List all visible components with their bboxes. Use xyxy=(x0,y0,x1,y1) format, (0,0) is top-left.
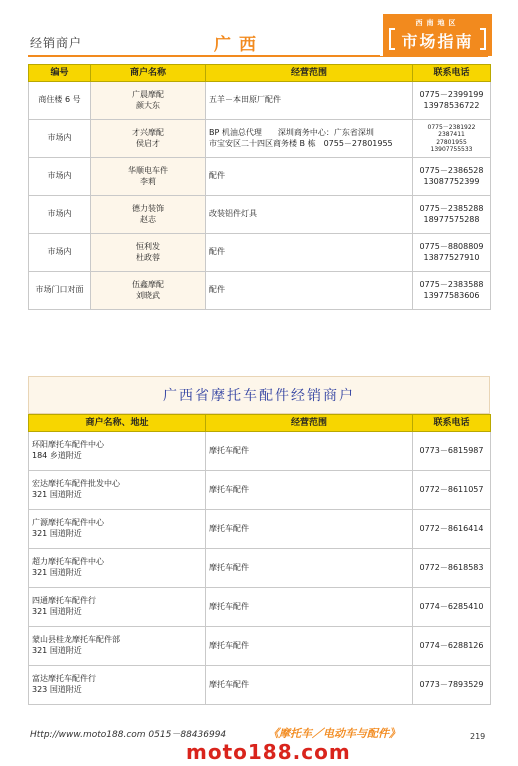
cell-phone xyxy=(413,272,491,310)
badge-subtitle: 西南地区 xyxy=(415,19,460,27)
table-row xyxy=(29,234,491,272)
cell-scope: 摩托车配件 xyxy=(206,666,413,705)
scope-line: BP 机油总代理 深圳商务中心：广东省深圳 xyxy=(209,127,374,137)
scope-line: 配件 xyxy=(209,285,225,295)
name-line: 德力装饰 xyxy=(132,203,164,213)
name-line: 恒利发 xyxy=(136,241,160,251)
table-row xyxy=(29,549,491,588)
dealer-address: 323 国道附近 xyxy=(32,685,82,694)
cell-name xyxy=(91,120,206,158)
phone-line: 13977583606 xyxy=(423,290,480,300)
header-name-address: 商户名称、地址 xyxy=(29,415,206,432)
phone-line: 27801955 xyxy=(436,138,467,146)
cell-name xyxy=(91,82,206,120)
cell-id: 市场内 xyxy=(29,196,91,234)
cell-id: 市场门口对面 xyxy=(29,272,91,310)
dealer-address: 321 国道附近 xyxy=(32,490,82,499)
table-row xyxy=(29,627,491,666)
dealer-address: 321 国道附近 xyxy=(32,568,82,577)
cell-scope: 摩托车配件 xyxy=(206,627,413,666)
name-line: 广晨摩配 xyxy=(132,89,164,99)
cell-scope xyxy=(206,158,413,196)
name-line: 杜政蓉 xyxy=(136,252,160,262)
cell-scope: 摩托车配件 xyxy=(206,549,413,588)
cell-name-address xyxy=(29,549,206,588)
parts-dealer-table xyxy=(28,414,491,705)
cell-phone: 0772－8616414 xyxy=(413,510,491,549)
cell-phone xyxy=(413,196,491,234)
region-title: 广西 xyxy=(214,35,264,55)
phone-line: 0775－2383588 xyxy=(419,279,484,289)
name-line: 华顺电车件 xyxy=(128,165,168,175)
table-header-row xyxy=(29,415,491,432)
cell-phone xyxy=(413,82,491,120)
table-row xyxy=(29,158,491,196)
footer-url: Http://www.moto188.com 0515－88436994 xyxy=(30,730,227,740)
dealer-address: 321 国道附近 xyxy=(32,646,82,655)
cell-name xyxy=(91,158,206,196)
magazine-title: 《摩托车／电动车与配件》 xyxy=(268,727,400,740)
cell-name-address xyxy=(29,432,206,471)
name-line: 侯启才 xyxy=(136,138,160,148)
scope-line: 改装铝件灯具 xyxy=(209,209,257,219)
cell-phone xyxy=(413,158,491,196)
market-guide-badge xyxy=(380,14,492,56)
page-header xyxy=(0,0,518,56)
dealer-name: 蒙山县桂龙摩托车配件部 xyxy=(32,635,120,645)
section-label: 经销商户 xyxy=(30,36,83,50)
cell-id: 市场内 xyxy=(29,158,91,196)
phone-line: 13877527910 xyxy=(423,252,480,262)
dealer-address: 184 乡道附近 xyxy=(32,451,82,460)
phone-line: 0775－2385288 xyxy=(419,203,484,213)
phone-line: 13087752399 xyxy=(423,176,480,186)
cell-phone: 0774－6288126 xyxy=(413,627,491,666)
cell-scope xyxy=(206,234,413,272)
cell-scope xyxy=(206,120,413,158)
table-row xyxy=(29,432,491,471)
cell-phone xyxy=(413,234,491,272)
cell-name-address xyxy=(29,666,206,705)
header-phone: 联系电话 xyxy=(413,415,491,432)
table-row xyxy=(29,471,491,510)
cell-phone: 0772－8611057 xyxy=(413,471,491,510)
dealer-address: 321 国道附近 xyxy=(32,607,82,616)
cell-scope: 摩托车配件 xyxy=(206,432,413,471)
page-number: 219 xyxy=(470,732,486,741)
cell-name-address xyxy=(29,627,206,666)
scope-line: 市宝安区二十四区商务楼 B 栋 0755－27801955 xyxy=(209,138,393,148)
table-row xyxy=(29,196,491,234)
page-footer xyxy=(0,720,518,766)
table-row xyxy=(29,272,491,310)
dealer-name: 超力摩托车配件中心 xyxy=(32,557,104,567)
cell-scope xyxy=(206,196,413,234)
name-line: 颜大东 xyxy=(136,100,160,110)
cell-name-address xyxy=(29,588,206,627)
scope-line: 配件 xyxy=(209,171,225,181)
phone-line: 2387411 xyxy=(438,131,465,138)
cell-scope: 摩托车配件 xyxy=(206,510,413,549)
dealer-table xyxy=(28,64,491,310)
header-scope: 经营范围 xyxy=(206,415,413,432)
table-row xyxy=(29,120,491,158)
cell-name xyxy=(91,196,206,234)
table-row xyxy=(29,510,491,549)
header-id: 编号 xyxy=(29,65,91,82)
scope-line: 配件 xyxy=(209,247,225,257)
phone-line: 13907755533 xyxy=(430,146,473,153)
dealer-address: 321 国道附近 xyxy=(32,529,82,538)
dealer-name: 环阳摩托车配件中心 xyxy=(32,440,104,450)
table-row xyxy=(29,666,491,705)
name-line: 李莉 xyxy=(140,176,156,186)
cell-phone: 0773－7893529 xyxy=(413,666,491,705)
cell-scope: 摩托车配件 xyxy=(206,471,413,510)
cell-scope: 摩托车配件 xyxy=(206,588,413,627)
badge-title: 市场指南 xyxy=(401,32,474,51)
watermark: moto188.com xyxy=(186,740,351,764)
dealer-name: 富达摩托车配件行 xyxy=(32,674,96,684)
cell-phone: 0772－8618583 xyxy=(413,549,491,588)
cell-id: 商住楼 6 号 xyxy=(29,82,91,120)
scope-line: 五羊－本田原厂配件 xyxy=(209,95,281,105)
cell-name xyxy=(91,272,206,310)
cell-phone xyxy=(413,120,491,158)
phone-line: 18977575288 xyxy=(423,214,480,224)
name-line: 刘晓武 xyxy=(136,290,160,300)
name-line: 伍鑫摩配 xyxy=(132,279,164,289)
cell-id: 市场内 xyxy=(29,234,91,272)
cell-id: 市场内 xyxy=(29,120,91,158)
header-name: 商户名称 xyxy=(91,65,206,82)
name-line: 才兴摩配 xyxy=(132,127,164,137)
cell-name-address xyxy=(29,510,206,549)
dealer-name: 四通摩托车配件行 xyxy=(32,596,96,606)
name-line: 赵志 xyxy=(140,214,156,224)
cell-name-address xyxy=(29,471,206,510)
table-row xyxy=(29,588,491,627)
cell-scope xyxy=(206,272,413,310)
phone-line: 0775－2381922 xyxy=(427,123,476,131)
phone-line: 0775－2399199 xyxy=(419,89,484,99)
header-scope: 经营范围 xyxy=(206,65,413,82)
cell-phone: 0774－6285410 xyxy=(413,588,491,627)
header-phone: 联系电话 xyxy=(413,65,491,82)
cell-name xyxy=(91,234,206,272)
phone-line: 0775－2386528 xyxy=(419,165,484,175)
table-header-row xyxy=(29,65,491,82)
phone-line: 0775－8808809 xyxy=(419,241,484,251)
dealer-name: 宏达摩托车配件批发中心 xyxy=(32,479,120,489)
section-title: 广西省摩托车配件经销商户 xyxy=(28,376,490,414)
table-row xyxy=(29,82,491,120)
cell-phone: 0773－6815987 xyxy=(413,432,491,471)
dealer-name: 广源摩托车配件中心 xyxy=(32,518,104,528)
phone-line: 13978536722 xyxy=(423,100,480,110)
cell-scope xyxy=(206,82,413,120)
